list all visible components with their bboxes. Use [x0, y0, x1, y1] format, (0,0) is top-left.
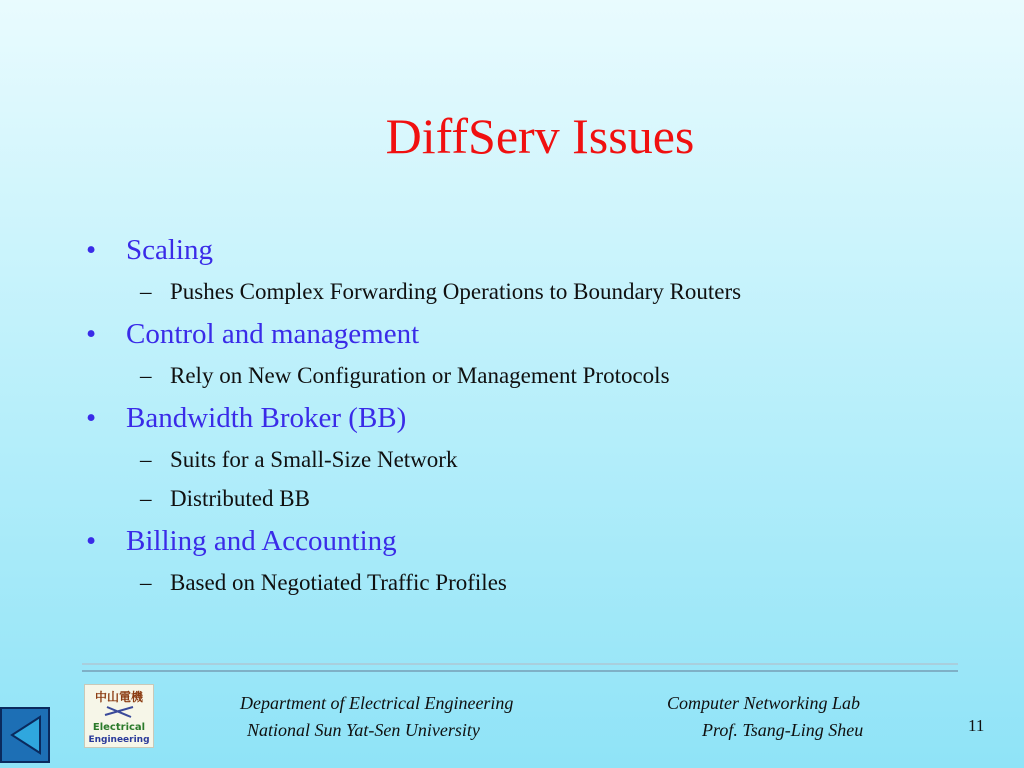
bullet-dot: • — [86, 525, 97, 557]
sub-bullet-dash: – — [140, 279, 152, 304]
bullet-item — [86, 398, 986, 438]
bullet-text: Billing and Accounting — [126, 525, 397, 557]
bullet-dot: • — [86, 234, 97, 266]
sub-bullet-item — [86, 442, 986, 478]
page-number: 11 — [968, 716, 985, 735]
sub-bullet-text: Distributed BB — [170, 486, 310, 511]
bullet-text: Scaling — [126, 234, 213, 266]
bullet-item — [86, 230, 986, 270]
footer-lab-line1: Computer Networking Lab — [667, 693, 861, 713]
logo-graphic — [85, 685, 153, 747]
bullet-item — [86, 314, 986, 354]
sub-bullet-dash: – — [140, 447, 152, 472]
bullet-text: Bandwidth Broker (BB) — [126, 402, 407, 434]
sub-bullet-text: Pushes Complex Forwarding Operations to Boundary Routers — [170, 279, 742, 304]
sub-bullet-item — [86, 358, 986, 394]
footer-lab-line2: Prof. Tsang-Ling Sheu — [702, 720, 864, 740]
bullet-dot: • — [86, 318, 97, 350]
sub-bullet-item — [86, 274, 986, 310]
sub-bullet-dash: – — [140, 570, 152, 595]
bullet-dot: • — [86, 402, 97, 434]
footer-divider-bottom — [82, 670, 958, 672]
sub-bullet-dash: – — [140, 363, 152, 388]
footer-divider-top — [82, 663, 958, 665]
sub-bullet-text: Suits for a Small-Size Network — [170, 447, 458, 472]
sub-bullet-item — [86, 481, 986, 517]
logo-cross-mark — [105, 707, 133, 717]
bullet-text: Control and management — [126, 318, 420, 350]
previous-slide-arrow-icon — [2, 709, 48, 761]
sub-bullet-item — [86, 565, 986, 601]
bullet-list — [86, 226, 986, 604]
footer-dept-line1: Department of Electrical Engineering — [240, 693, 514, 713]
sub-bullet-dash: – — [140, 486, 152, 511]
bullet-item — [86, 521, 986, 561]
previous-slide-button[interactable] — [0, 707, 50, 763]
logo-chars: 中山電機 — [94, 690, 144, 704]
logo-text-engineering: Engineering — [88, 735, 150, 745]
electrical-engineering-logo-icon — [84, 684, 154, 748]
sub-bullet-text: Rely on New Configuration or Management Protocols — [170, 363, 670, 388]
slide-title: DiffServ Issues — [385, 108, 695, 164]
sub-bullet-text: Based on Negotiated Traffic Profiles — [170, 570, 507, 595]
logo-text-electrical: Electrical — [92, 722, 146, 733]
footer-dept-line2: National Sun Yat-Sen University — [247, 720, 480, 740]
